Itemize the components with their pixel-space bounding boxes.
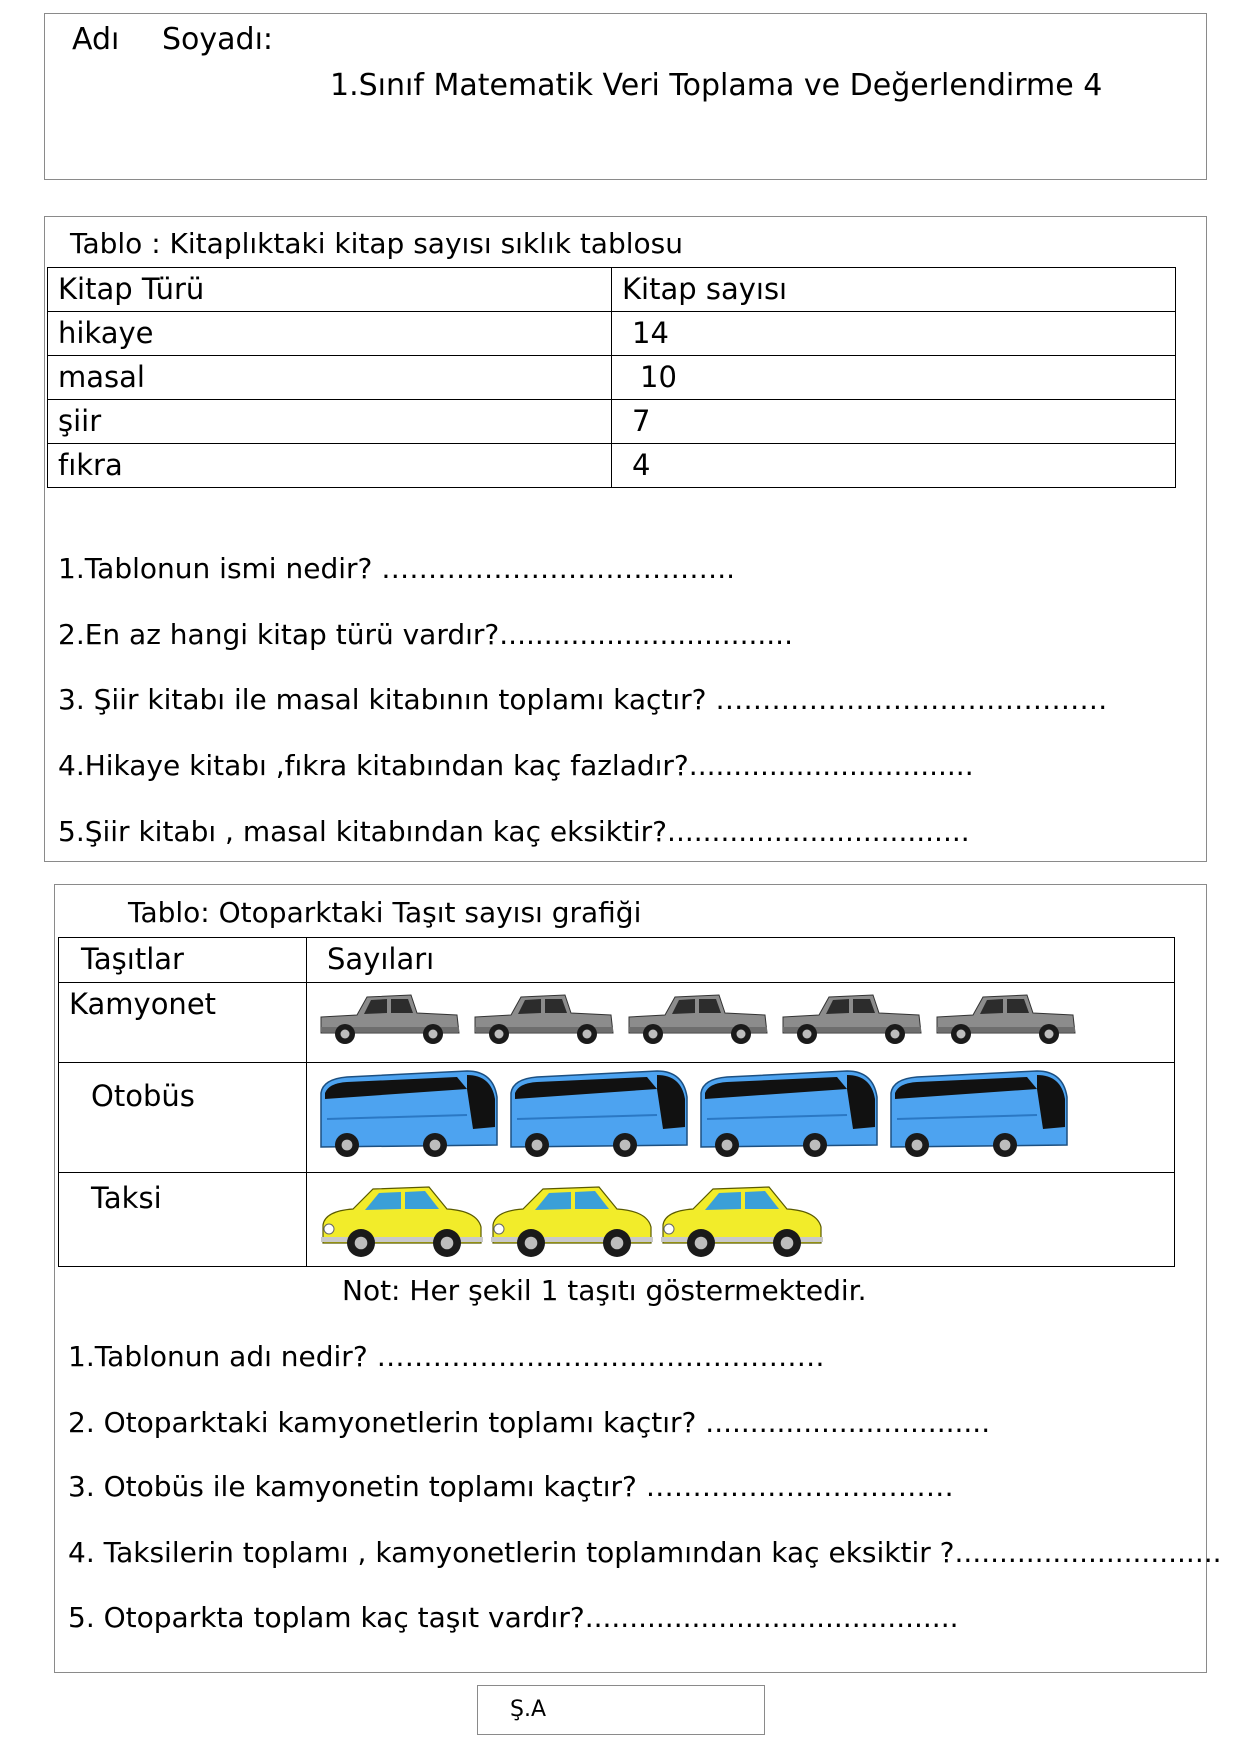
- table-row: [48, 444, 1176, 488]
- table-row: [59, 1063, 1175, 1173]
- book-count-cell: 10: [612, 356, 1176, 400]
- question-1-1: 1.Tablonun ismi nedir? ………………………………..: [58, 552, 736, 585]
- page-title: 1.Sınıf Matematik Veri Toplama ve Değerlendirme 4: [330, 68, 1103, 103]
- table-row: [48, 356, 1176, 400]
- question-2-1: 1.Tablonun adı nedir? …………………………………………: [68, 1340, 825, 1373]
- book-count-cell: 14: [612, 312, 1176, 356]
- book-type-cell: şiir: [48, 400, 612, 444]
- table-row: [48, 400, 1176, 444]
- vehicle-label-cell: Taksi: [59, 1173, 307, 1267]
- taxi-icon: [657, 1177, 825, 1261]
- book-frequency-table: [47, 267, 1176, 488]
- question-1-4: 4.Hikaye kitabı ,fıkra kitabından kaç fazladır?................................: [58, 749, 974, 782]
- taxi-icon: [317, 1177, 485, 1261]
- book-count-cell: 7: [612, 400, 1176, 444]
- bus-pictures: [317, 1063, 1164, 1167]
- column-header: Kitap sayısı: [612, 268, 1176, 312]
- author-initials: Ş.A: [510, 1697, 547, 1722]
- vehicle-label-cell: Otobüs: [59, 1063, 307, 1173]
- truck-pictures: [317, 983, 1164, 1051]
- table-row: [59, 1173, 1175, 1267]
- question-2-3: 3. Otobüs ile kamyonetin toplamı kaçtır? ……………………………: [68, 1470, 954, 1503]
- book-count-cell: 4: [612, 444, 1176, 488]
- table-row: [59, 983, 1175, 1063]
- taxi-pictures: [317, 1173, 1164, 1265]
- book-type-cell: hikaye: [48, 312, 612, 356]
- question-1-2: 2.En az hangi kitap türü vardır?.................................: [58, 618, 793, 651]
- pickup-truck-icon: [625, 987, 771, 1047]
- book-type-cell: masal: [48, 356, 612, 400]
- column-header: Sayıları: [307, 938, 1175, 983]
- column-header: Taşıtlar: [59, 938, 307, 983]
- vehicle-table-title: Tablo: Otoparktaki Taşıt sayısı grafiği: [128, 896, 642, 929]
- vehicle-pictograph-table: [58, 937, 1175, 1267]
- bus-icon: [317, 1067, 501, 1163]
- question-1-3: 3. Şiir kitabı ile masal kitabının toplamı kaçtır? ……………………………………: [58, 683, 1108, 716]
- name-label: Adı: [72, 22, 120, 57]
- book-type-cell: fıkra: [48, 444, 612, 488]
- pickup-truck-icon: [933, 987, 1079, 1047]
- pickup-truck-icon: [317, 987, 463, 1047]
- table-row: [48, 312, 1176, 356]
- column-header: Kitap Türü: [48, 268, 612, 312]
- table-header-row: [59, 938, 1175, 983]
- question-2-2: 2. Otoparktaki kamyonetlerin toplamı kaçtır? ................................: [68, 1406, 991, 1439]
- bus-icon: [887, 1067, 1071, 1163]
- question-2-5: 5. Otoparkta toplam kaç taşıt vardır?..........................................: [68, 1601, 959, 1634]
- vehicle-label-cell: Kamyonet: [59, 983, 307, 1063]
- pickup-truck-icon: [779, 987, 925, 1047]
- bus-icon: [507, 1067, 691, 1163]
- surname-label: Soyadı:: [162, 22, 274, 57]
- table-header-row: [48, 268, 1176, 312]
- bus-icon: [697, 1067, 881, 1163]
- question-2-4: 4. Taksilerin toplamı , kamyonetlerin toplamından kaç eksiktir ?..............................: [68, 1536, 1222, 1569]
- taxi-icon: [487, 1177, 655, 1261]
- question-1-5: 5.Şiir kitabı , masal kitabından kaç eksiktir?..................................: [58, 815, 970, 848]
- pickup-truck-icon: [471, 987, 617, 1047]
- pictograph-note: Not: Her şekil 1 taşıtı göstermektedir.: [342, 1274, 867, 1307]
- book-table-title: Tablo : Kitaplıktaki kitap sayısı sıklık tablosu: [70, 227, 683, 260]
